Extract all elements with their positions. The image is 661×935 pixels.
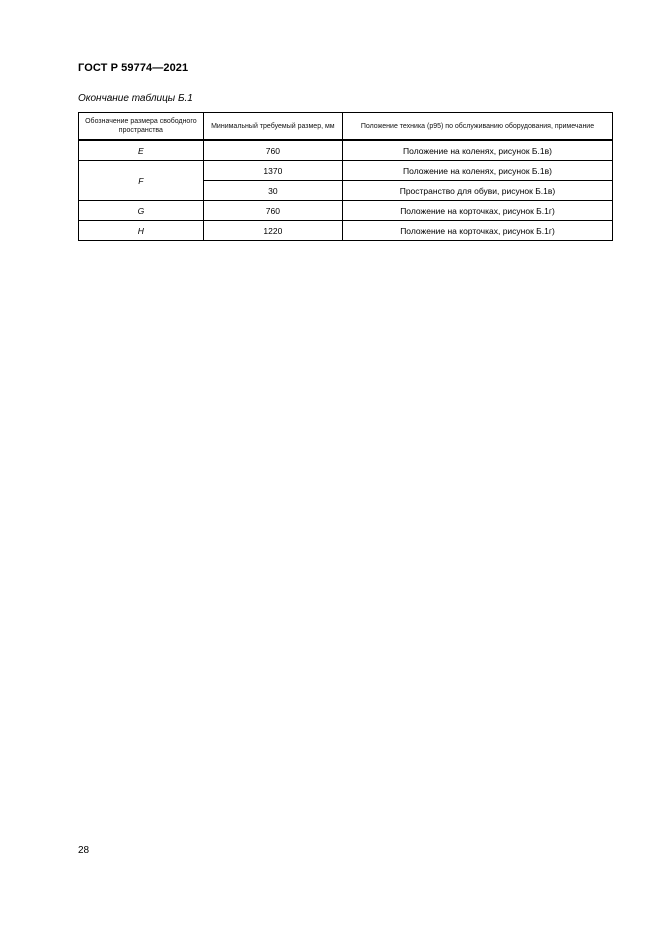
cell-note: Положение на коленях, рисунок Б.1в) xyxy=(342,161,612,181)
cell-note: Положение на корточках, рисунок Б.1г) xyxy=(342,221,612,241)
page-number: 28 xyxy=(78,845,90,856)
table-row xyxy=(79,161,613,181)
table-caption: Окончание таблицы Б.1 xyxy=(78,93,193,104)
header-row xyxy=(79,113,613,141)
cell-designation: H xyxy=(79,221,204,241)
cell-designation: F xyxy=(79,161,204,201)
cell-note: Пространство для обуви, рисунок Б.1в) xyxy=(342,181,612,201)
table-row xyxy=(79,201,613,221)
cell-min-size: 1220 xyxy=(203,221,342,241)
cell-min-size: 760 xyxy=(203,201,342,221)
column-header-min-size: Минимальный требуемый размер, мм xyxy=(203,113,342,141)
column-header-position-note: Положение техника (p95) по обслуживанию оборудования, примечание xyxy=(342,113,612,141)
document-header: ГОСТ Р 59774—2021 xyxy=(78,62,189,74)
cell-note: Положение на коленях, рисунок Б.1в) xyxy=(342,140,612,161)
cell-designation: E xyxy=(79,140,204,161)
cell-min-size: 760 xyxy=(203,140,342,161)
column-header-designation: Обозначение размера свободного пространства xyxy=(79,113,204,141)
table-body xyxy=(79,140,613,241)
cell-min-size: 1370 xyxy=(203,161,342,181)
clearance-table xyxy=(78,112,613,241)
table-row xyxy=(79,221,613,241)
table-header xyxy=(79,113,613,141)
cell-note: Положение на корточках, рисунок Б.1г) xyxy=(342,201,612,221)
table-row xyxy=(79,140,613,161)
cell-min-size: 30 xyxy=(203,181,342,201)
cell-designation: G xyxy=(79,201,204,221)
